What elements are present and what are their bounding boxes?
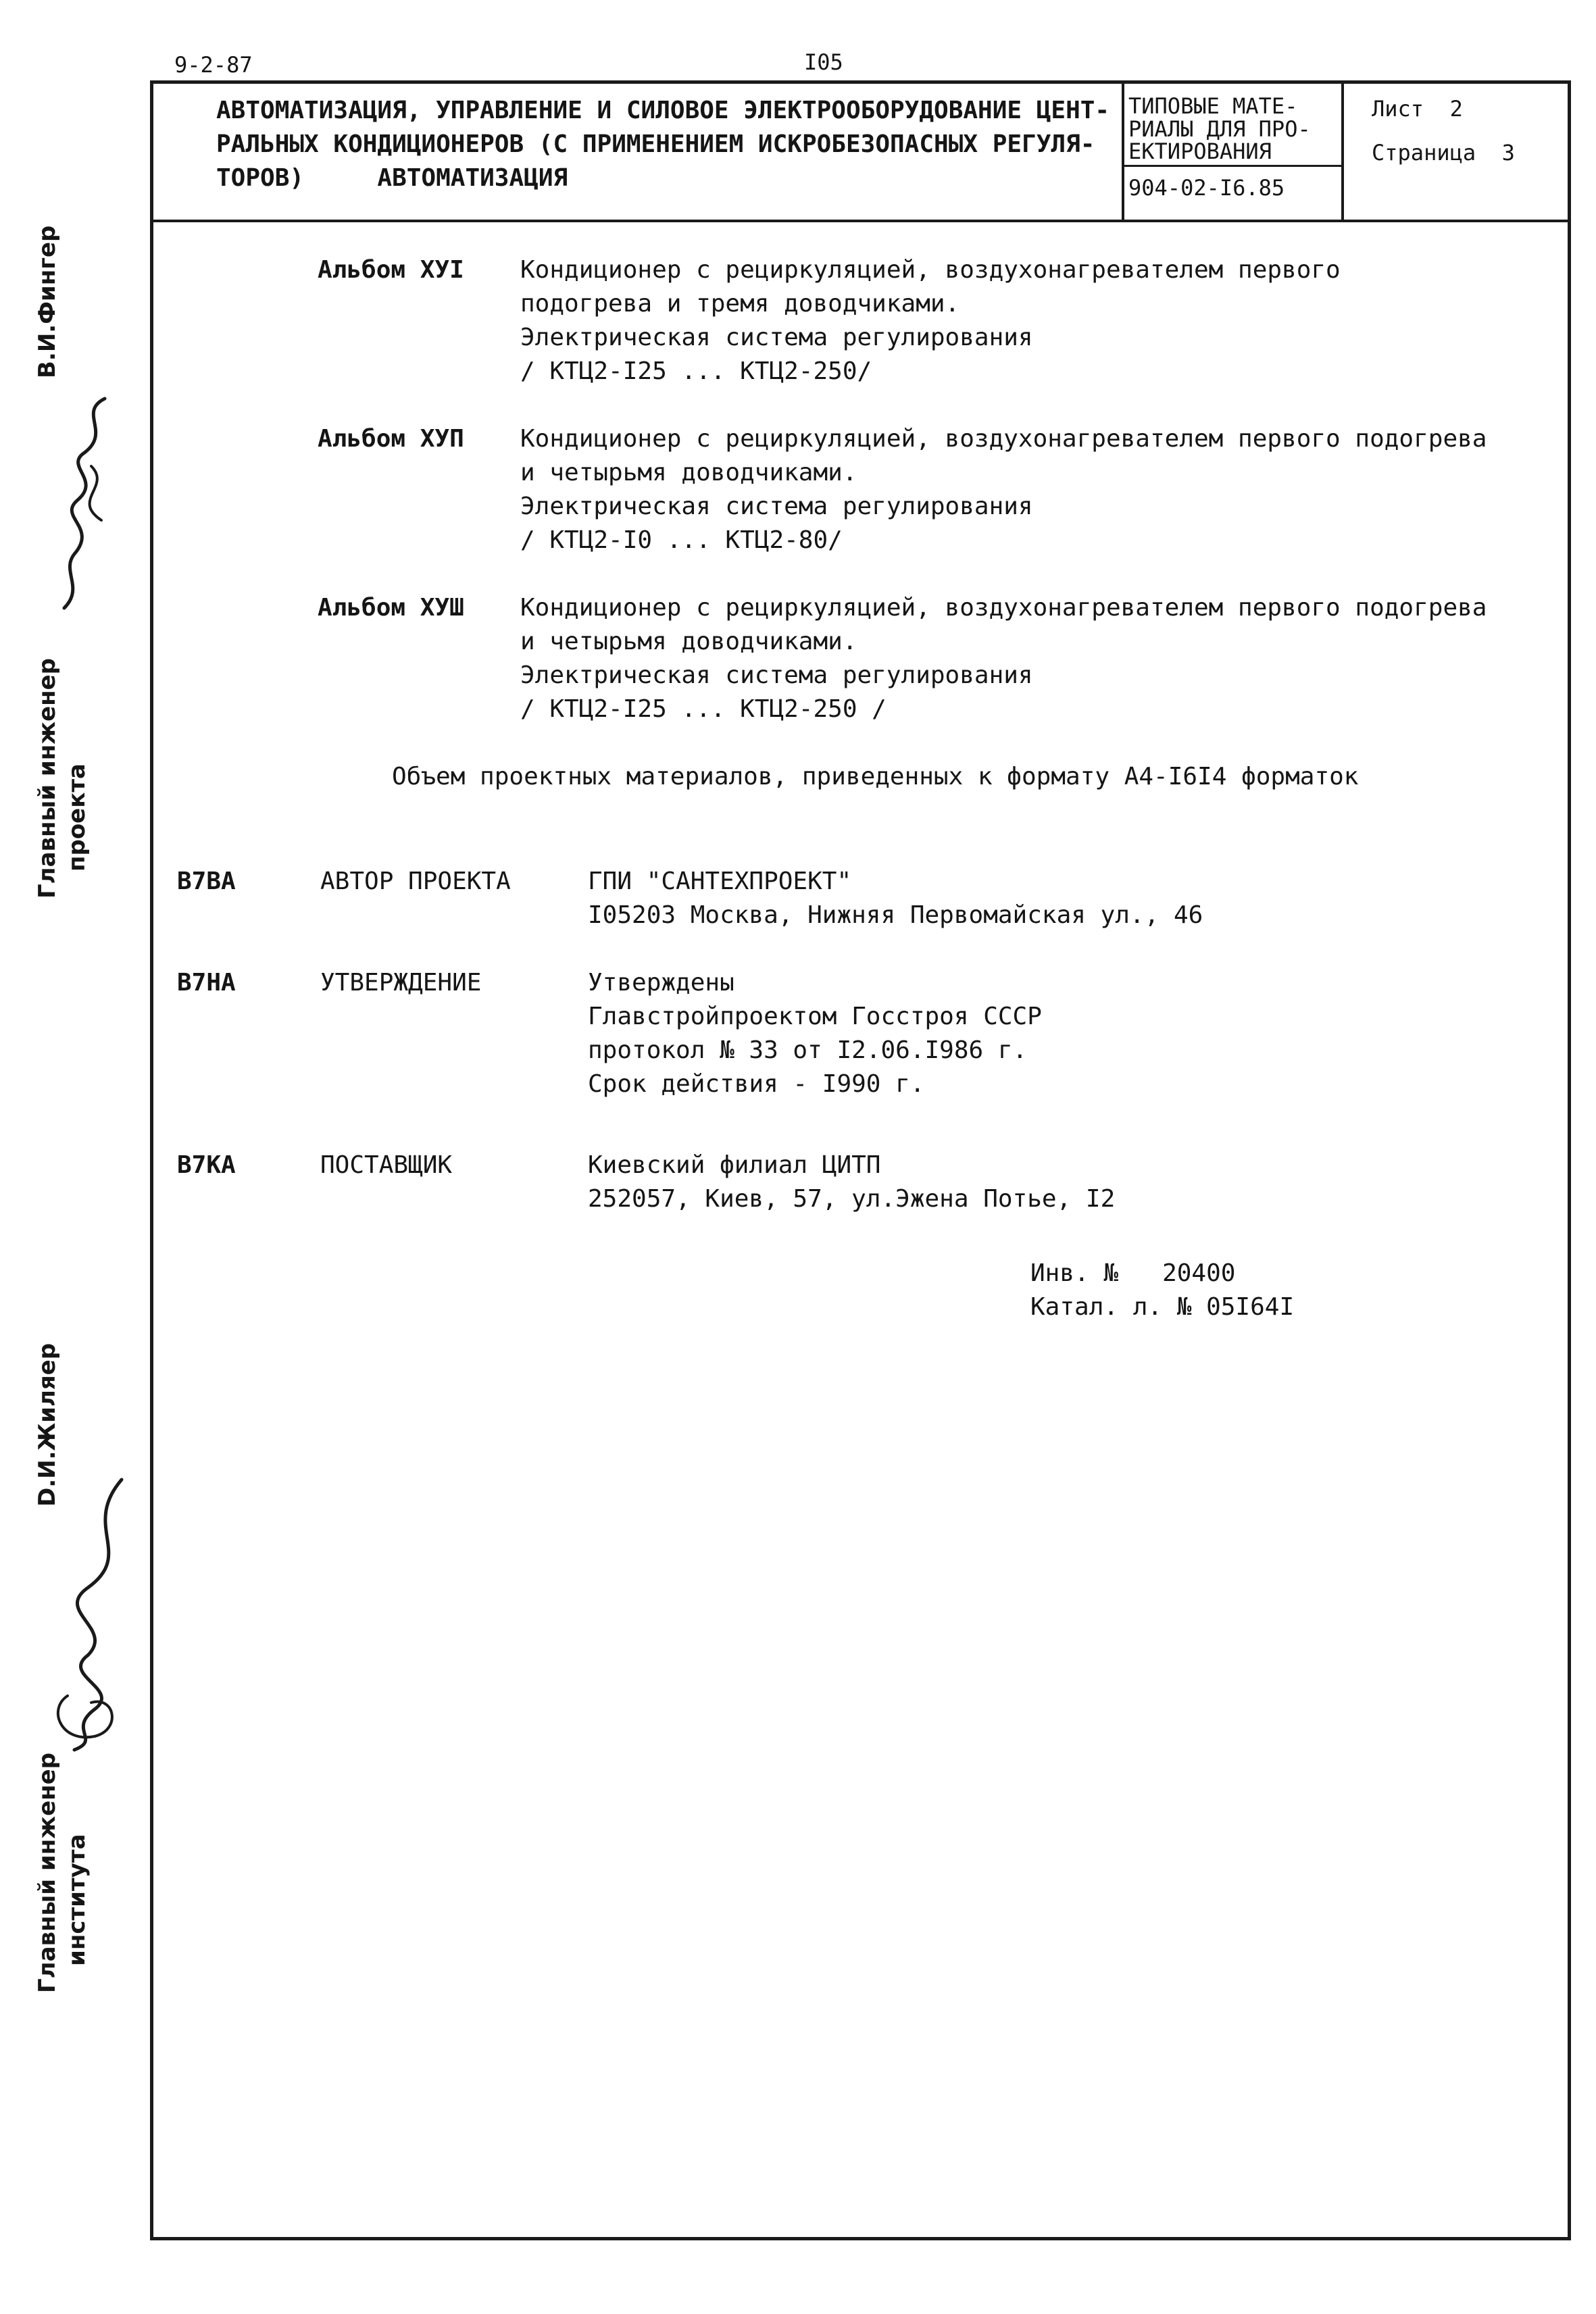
- record-line: Главстройпроектом Госстроя СССР: [588, 1003, 1042, 1030]
- title-block-separator: [1341, 82, 1344, 221]
- record-line: 252057, Киев, 57, ул.Эжена Потье, I2: [588, 1185, 1116, 1213]
- catalog-number: Катал. л. № 05I64I: [1030, 1293, 1295, 1321]
- album-line: Электрическая система регулирования: [520, 493, 1033, 520]
- bottom-signer-name: D.И.Жиляер: [34, 1342, 61, 1507]
- signature-top: [37, 385, 132, 615]
- album-line: Кондиционер с рециркуляцией, воздухонагревателем первого подогрева: [520, 425, 1487, 453]
- record-code: B7KA: [177, 1151, 236, 1179]
- album-line: Кондиционер с рециркуляцией, воздухонагревателем первого: [520, 256, 1341, 284]
- top-signer-name: В.И.Фингер: [34, 225, 61, 378]
- record-label: УТВЕРЖДЕНИЕ: [320, 969, 482, 997]
- volume-note: Объем проектных материалов, приведенных к формату А4-I6I4 форматок: [392, 763, 1359, 790]
- title-block-separator: [1122, 82, 1124, 221]
- album-label: Альбом ХУП: [318, 425, 464, 453]
- sheet-number: Лист 2: [1372, 96, 1463, 122]
- album-line: / КТЦ2-I0 ... КТЦ2-80/: [520, 526, 843, 554]
- title-line: РАЛЬНЫХ КОНДИЦИОНЕРОВ (С ПРИМЕНЕНИЕМ ИСКРОБЕЗОПАСНЫХ РЕГУЛЯ-: [216, 130, 1095, 158]
- bottom-signer-role: Главный инженер: [34, 1752, 61, 1993]
- doc-number: 904-02-I6.85: [1128, 175, 1285, 201]
- signature-bottom: [41, 1473, 149, 1757]
- album-label: Альбом ХУI: [318, 256, 464, 284]
- top-signer-role: Главный инженер: [34, 657, 61, 899]
- document-code: 9-2-87: [174, 52, 253, 78]
- record-label: ПОСТАВЩИК: [320, 1151, 453, 1179]
- album-line: и четырьмя доводчиками.: [520, 628, 857, 655]
- record-line: I05203 Москва, Нижняя Первомайская ул., 46: [588, 901, 1203, 929]
- album-line: Электрическая система регулирования: [520, 661, 1033, 689]
- bottom-signer-role: института: [64, 1834, 91, 1966]
- record-line: Утверждены: [588, 969, 734, 997]
- album-line: / КТЦ2-I25 ... КТЦ2-250/: [520, 357, 872, 385]
- title-line: ТОРОВ) АВТОМАТИЗАЦИЯ: [216, 164, 568, 192]
- doc-number-divider: [1123, 165, 1343, 167]
- type-label-line: ТИПОВЫЕ МАТЕ-: [1128, 93, 1298, 119]
- record-label: АВТОР ПРОЕКТА: [320, 867, 511, 895]
- top-signer-role: проекта: [64, 763, 91, 872]
- album-label: Альбом ХУШ: [318, 594, 464, 622]
- record-code: B7BA: [177, 867, 236, 895]
- type-label-line: РИАЛЫ ДЛЯ ПРО-: [1128, 116, 1311, 142]
- type-label-line: ЕКТИРОВАНИЯ: [1128, 139, 1272, 164]
- album-line: подогрева и тремя доводчиками.: [520, 290, 960, 318]
- album-line: Электрическая система регулирования: [520, 324, 1033, 351]
- record-line: ГПИ "САНТЕХПРОЕКТ": [588, 867, 852, 895]
- record-line: Киевский филиал ЦИТП: [588, 1151, 881, 1179]
- record-line: протокол № 33 от I2.06.I986 г.: [588, 1036, 1028, 1064]
- page-label: Страница 3: [1372, 140, 1515, 166]
- title-block-divider: [151, 220, 1569, 222]
- record-line: Срок действия - I990 г.: [588, 1070, 925, 1098]
- album-line: Кондиционер с рециркуляцией, воздухонагревателем первого подогрева: [520, 594, 1487, 622]
- inventory-number: Инв. № 20400: [1030, 1259, 1236, 1287]
- title-line: АВТОМАТИЗАЦИЯ, УПРАВЛЕНИЕ И СИЛОВОЕ ЭЛЕКТРООБОРУДОВАНИЕ ЦЕНТ-: [216, 97, 1110, 124]
- page-number: I05: [804, 49, 843, 75]
- record-code: B7HA: [177, 969, 236, 997]
- album-line: и четырьмя доводчиками.: [520, 459, 857, 486]
- album-line: / КТЦ2-I25 ... КТЦ2-250 /: [520, 695, 887, 723]
